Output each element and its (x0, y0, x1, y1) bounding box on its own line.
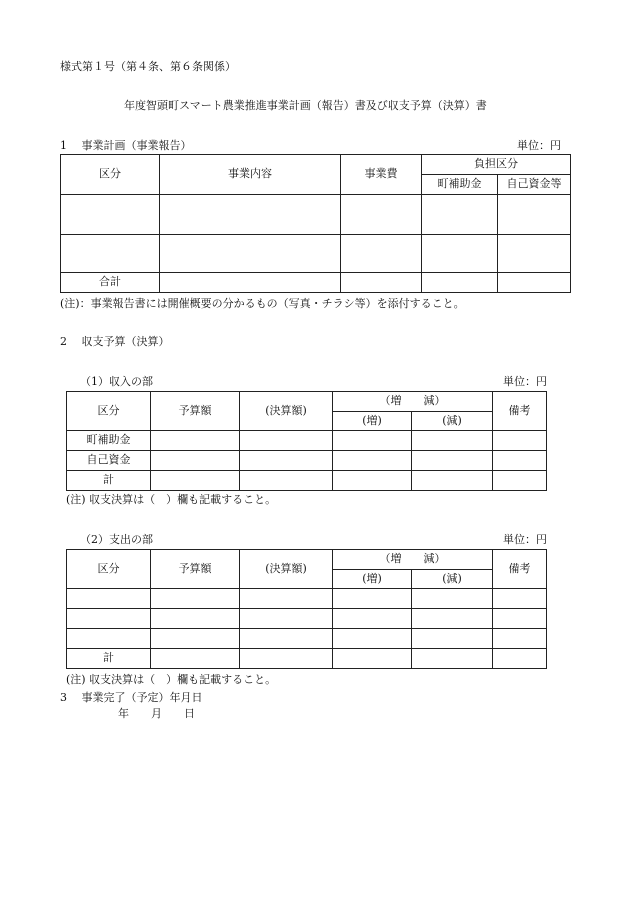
cell-increase[interactable] (333, 649, 412, 669)
cell-settlement[interactable] (240, 649, 333, 669)
cell-remarks[interactable] (493, 431, 547, 451)
cell-remarks[interactable] (493, 589, 547, 609)
header-remarks: 備考 (493, 392, 547, 431)
header-budget: 予算額 (151, 392, 240, 431)
cell-increase[interactable] (333, 589, 412, 609)
cell-budget[interactable] (151, 629, 240, 649)
header-settlement: (決算額) (240, 392, 333, 431)
cell-category[interactable] (67, 589, 151, 609)
header-decrease: (減) (412, 570, 493, 589)
section1-unit: 単位：円 (517, 139, 561, 152)
cell-increase[interactable] (333, 451, 412, 471)
expense-note: (注) 収支決算は（ ）欄も記載すること。 (66, 673, 277, 686)
cell-increase[interactable] (333, 431, 412, 451)
cell-town-subsidy[interactable] (422, 273, 498, 293)
header-increase: (増) (333, 570, 412, 589)
income-table (66, 391, 547, 491)
cell-settlement[interactable] (240, 589, 333, 609)
cell-decrease[interactable] (412, 451, 493, 471)
table-row (67, 609, 547, 629)
header-own-funds: 自己資金等 (498, 175, 571, 195)
header-increase: (増) (333, 412, 412, 431)
cell-category[interactable] (67, 609, 151, 629)
total-row (67, 471, 547, 491)
cell-budget[interactable] (151, 649, 240, 669)
income-note: (注) 収支決算は（ ）欄も記載すること。 (66, 493, 277, 506)
expense-unit: 単位：円 (503, 533, 547, 546)
header-budget: 予算額 (151, 550, 240, 589)
cell-own-funds[interactable] (498, 273, 571, 293)
total-row (61, 273, 571, 293)
cell-cost[interactable] (341, 195, 422, 235)
cell-own-funds[interactable] (498, 195, 571, 235)
section3-heading: 3 事業完了（予定）年月日 (60, 691, 203, 704)
cell-decrease[interactable] (412, 629, 493, 649)
header-settlement: (決算額) (240, 550, 333, 589)
cell-settlement[interactable] (240, 629, 333, 649)
cell-settlement[interactable] (240, 471, 333, 491)
completion-date-line: 年 月 日 (118, 707, 195, 720)
table-row (67, 431, 547, 451)
cell-content[interactable] (160, 273, 341, 293)
table-row (67, 629, 547, 649)
total-label: 合計 (61, 273, 160, 293)
header-category: 区分 (67, 392, 151, 431)
cell-town-subsidy[interactable] (422, 195, 498, 235)
cell-category[interactable] (61, 235, 160, 273)
cell-remarks[interactable] (493, 471, 547, 491)
row-label-total: 計 (67, 471, 151, 491)
page-title: 年度智頭町スマート農業推進事業計画（報告）書及び収支予算（決算）書 (124, 99, 487, 112)
cell-content[interactable] (160, 235, 341, 273)
cell-town-subsidy[interactable] (422, 235, 498, 273)
cell-decrease[interactable] (412, 609, 493, 629)
header-decrease: (減) (412, 412, 493, 431)
cell-budget[interactable] (151, 431, 240, 451)
row-label-town-subsidy: 町補助金 (67, 431, 151, 451)
cell-increase[interactable] (333, 609, 412, 629)
expense-table (66, 549, 547, 669)
header-change: （増 減） (333, 550, 493, 570)
header-category: 区分 (61, 155, 160, 195)
income-unit: 単位：円 (503, 375, 547, 388)
cell-budget[interactable] (151, 589, 240, 609)
section1-note: (注)：事業報告書には開催概要の分かるもの（写真・チラシ等）を添付すること。 (60, 297, 465, 310)
cell-category[interactable] (61, 195, 160, 235)
total-row (67, 649, 547, 669)
cell-decrease[interactable] (412, 589, 493, 609)
cell-cost[interactable] (341, 235, 422, 273)
section1-heading: 1 事業計画（事業報告） (60, 139, 192, 152)
cell-remarks[interactable] (493, 629, 547, 649)
header-change: （増 減） (333, 392, 493, 412)
cell-budget[interactable] (151, 471, 240, 491)
cell-decrease[interactable] (412, 431, 493, 451)
table-row (67, 451, 547, 471)
cell-decrease[interactable] (412, 649, 493, 669)
cell-increase[interactable] (333, 471, 412, 491)
cell-content[interactable] (160, 195, 341, 235)
income-heading: （1）収入の部 (80, 375, 153, 388)
cell-budget[interactable] (151, 451, 240, 471)
cell-increase[interactable] (333, 629, 412, 649)
cell-settlement[interactable] (240, 451, 333, 471)
cell-remarks[interactable] (493, 649, 547, 669)
section2-heading: 2 収支予算（決算） (60, 335, 170, 348)
cell-cost[interactable] (341, 273, 422, 293)
cell-decrease[interactable] (412, 471, 493, 491)
cell-category[interactable] (67, 629, 151, 649)
cell-settlement[interactable] (240, 609, 333, 629)
table-row (61, 195, 571, 235)
cell-remarks[interactable] (493, 451, 547, 471)
expense-heading: （2）支出の部 (80, 533, 153, 546)
header-town-subsidy: 町補助金 (422, 175, 498, 195)
business-plan-table (60, 154, 571, 293)
cell-own-funds[interactable] (498, 235, 571, 273)
row-label-own-funds: 自己資金 (67, 451, 151, 471)
header-cost: 事業費 (341, 155, 422, 195)
cell-remarks[interactable] (493, 609, 547, 629)
form-number: 様式第１号（第４条、第６条関係） (60, 60, 236, 73)
table-row (61, 235, 571, 273)
row-label-total: 計 (67, 649, 151, 669)
table-row (67, 589, 547, 609)
header-burden: 負担区分 (422, 155, 571, 175)
cell-budget[interactable] (151, 609, 240, 629)
header-remarks: 備考 (493, 550, 547, 589)
cell-settlement[interactable] (240, 431, 333, 451)
header-category: 区分 (67, 550, 151, 589)
header-content: 事業内容 (160, 155, 341, 195)
